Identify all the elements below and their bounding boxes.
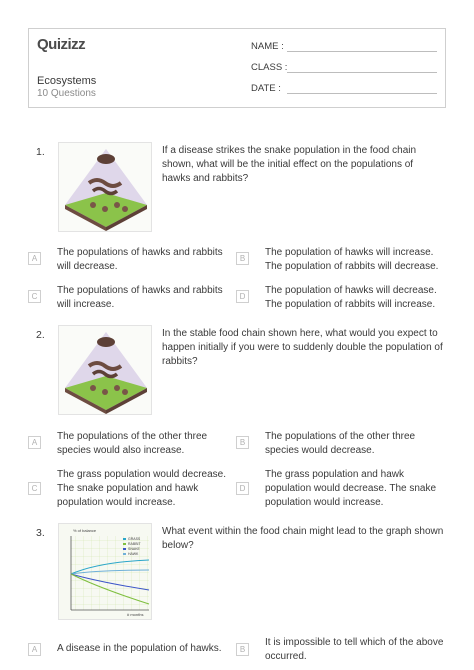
question-3-number: 3. — [36, 527, 45, 539]
q2-option-d-box[interactable]: D — [236, 482, 249, 495]
q1-option-b-text: The population of hawks will increase. The population of rabbits will decrease. — [265, 247, 439, 272]
graph-ylabel: % of balance — [73, 528, 97, 533]
worksheet-title: Ecosystems — [37, 75, 97, 87]
quizizz-logo: Quizizz — [37, 36, 86, 53]
q3-option-a-text: A disease in the population of hawks. — [57, 643, 222, 654]
q1-option-a-box[interactable]: A — [28, 252, 41, 265]
food-pyramid-image — [58, 325, 152, 415]
q1-option-b-box[interactable]: B — [236, 252, 249, 265]
food-pyramid-icon — [59, 326, 152, 415]
legend-grass: GRASS — [128, 537, 141, 541]
q2-option-b-box[interactable]: B — [236, 436, 249, 449]
q1-option-d-box[interactable]: D — [236, 290, 249, 303]
q1-option-c-box[interactable]: C — [28, 290, 41, 303]
worksheet-question-count: 10 Questions — [37, 88, 96, 99]
worksheet-header — [28, 28, 446, 108]
q2-option-c-box[interactable]: C — [28, 482, 41, 495]
q3-option-b-box[interactable]: B — [236, 643, 249, 656]
question-1-number: 1. — [36, 146, 45, 158]
graph-xlabel: # months — [127, 612, 144, 617]
name-line[interactable] — [287, 51, 437, 52]
legend-snake: SNAKE — [128, 547, 140, 551]
q2-option-a-box[interactable]: A — [28, 436, 41, 449]
name-label: NAME : — [251, 41, 284, 52]
question-2-text: In the stable food chain shown here, what would you expect to happen initially if you were to suddenly double the population of rabbits? — [162, 328, 443, 367]
legend-hawk: HAWK — [128, 552, 139, 556]
q2-option-c-text: The grass population would decrease. The snake population and hawk population would increase. — [57, 469, 226, 508]
q1-option-a-text: The populations of hawks and rabbits will decrease. — [57, 247, 223, 272]
question-2-number: 2. — [36, 329, 45, 341]
food-pyramid-image — [58, 142, 152, 232]
class-line[interactable] — [287, 72, 437, 73]
q3-option-b-text: It is impossible to tell which of the above occurred. — [265, 637, 444, 662]
q2-option-d-text: The grass population and hawk population would decrease. The snake population would increase. — [265, 469, 437, 508]
q2-option-a-text: The populations of the other three species would also increase. — [57, 431, 208, 456]
q1-option-c-text: The populations of hawks and rabbits will increase. — [57, 285, 223, 310]
q1-option-d-text: The population of hawks will decrease. The population of rabbits will increase. — [265, 285, 437, 310]
question-1-text: If a disease strikes the snake population in the food chain shown, what will be the initial effect on the populations of hawks and rabbits? — [162, 145, 417, 184]
date-label: DATE : — [251, 83, 281, 94]
legend-rabbit: RABBIT — [128, 542, 141, 546]
population-graph — [58, 523, 152, 620]
question-3-text: What event within the food chain might lead to the graph shown below? — [162, 526, 444, 551]
population-graph-chart — [59, 524, 152, 620]
q2-option-b-text: The populations of the other three species would decrease. — [265, 431, 416, 456]
q3-option-a-box[interactable]: A — [28, 643, 41, 656]
class-label: CLASS : — [251, 62, 288, 73]
food-pyramid-icon — [59, 143, 152, 232]
date-line[interactable] — [287, 93, 437, 94]
